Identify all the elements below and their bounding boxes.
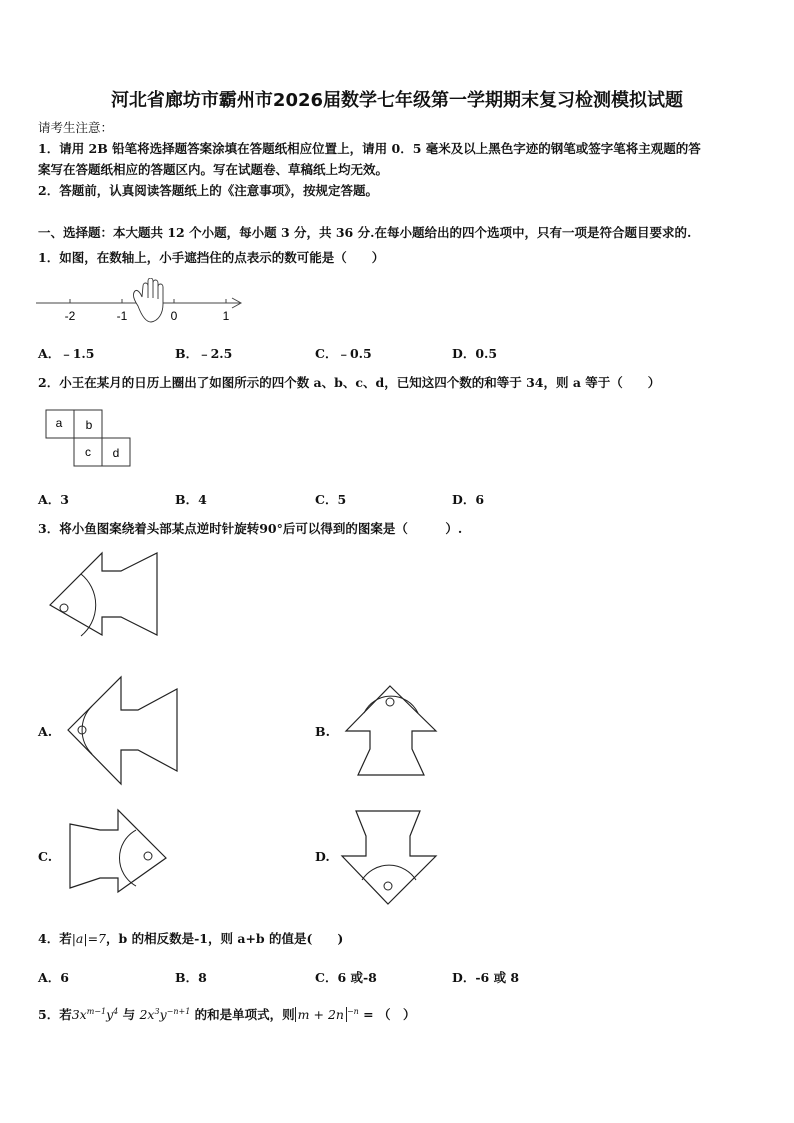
- cell-label: d: [112, 446, 120, 460]
- tick-label: 1: [222, 309, 230, 323]
- q5-term-1: [72, 1007, 119, 1022]
- cell-label: a: [55, 416, 63, 430]
- fish-option-a-figure: [64, 674, 184, 788]
- hand-icon: [134, 278, 163, 322]
- fish-eye-icon: [386, 698, 394, 706]
- exam-title: 河北省廊坊市霸州市2026届数学七年级第一学期期末复习检测模拟试题: [110, 90, 684, 111]
- q3-option-a-label: A.: [38, 724, 53, 739]
- notice-heading: 请考生注意：: [38, 120, 114, 135]
- q3-option-d-label: D.: [315, 849, 330, 864]
- q3-option-b-label: B.: [315, 724, 330, 739]
- q5-term-1-x-exponent: m−1: [86, 1007, 107, 1016]
- fish-option-c-figure: [66, 808, 170, 894]
- q5-absolute-value: m + 2n: [295, 1007, 347, 1022]
- q1-option-b: B．﹣2.5: [175, 346, 233, 361]
- q3-option-c-label: C.: [38, 849, 53, 864]
- q4-option-b: B．8: [175, 970, 207, 985]
- cell-label: b: [85, 418, 93, 432]
- q5-connector: 与: [118, 1007, 140, 1023]
- q1-option-a: A．﹣1.5: [38, 346, 95, 361]
- question-4-stem: [38, 931, 343, 947]
- fish-original-figure: [45, 550, 165, 638]
- fish-option-b-figure: [344, 683, 440, 779]
- q4-absolute-value-expression: |a|=7: [71, 931, 107, 946]
- notice-item-1-line-1: 1．请用 2B 铅笔将选择题答案涂填在答题纸相应位置上，请用 0．5 毫米及以上黑色字迹的钢笔或签字笔将主观题的答: [38, 141, 701, 156]
- q5-prefix: 5．若: [38, 1007, 72, 1023]
- tick-label: -1: [116, 309, 128, 323]
- q5-absolute-exponent: −n: [346, 1007, 359, 1016]
- question-3-stem: 3．将小鱼图案绕着头部某点逆时针旋转90°后可以得到的图案是（ ）.: [38, 521, 463, 536]
- q2-option-d: D．6: [452, 492, 485, 507]
- tick-label: -2: [64, 309, 76, 323]
- q5-term-1-coefficient: 3x: [71, 1007, 87, 1023]
- notice-item-2: 2．答题前，认真阅读答题纸上的《注意事项》，按规定答题。: [38, 183, 378, 198]
- q5-middle-text: 的和是单项式，则: [190, 1007, 295, 1023]
- question-1-stem: 1．如图，在数轴上，小手遮挡住的点表示的数可能是（ ）: [38, 250, 385, 265]
- section-heading: 一、选择题：本大题共 12 个小题，每小题 3 分，共 36 分.在每小题给出的四个选项中，只有一项是符合题目要求的.: [38, 225, 692, 240]
- q2-option-b: B．4: [175, 492, 207, 507]
- q2-option-a: A．3: [38, 492, 69, 507]
- tick-label: 0: [170, 309, 178, 323]
- question-5-stem: [38, 1004, 416, 1023]
- question-2-stem: 2．小王在某月的日历上圈出了如图所示的四个数 a、b、c、d，已知这四个数的和等于 34，则 a 等于（ ）: [38, 375, 661, 390]
- q4-option-a: A．6: [38, 970, 69, 985]
- q4-stem-prefix: 4．若: [38, 931, 72, 946]
- q5-term-2: [139, 1007, 190, 1022]
- q1-option-d: D．0.5: [452, 346, 498, 361]
- fish-eye-icon: [60, 604, 68, 612]
- q5-term-2-y: y: [159, 1007, 167, 1023]
- q5-term-2-y-exponent: −n+1: [166, 1007, 191, 1016]
- q1-option-c: C．﹣0.5: [315, 346, 372, 361]
- q5-term-2-coefficient: 2x: [139, 1007, 155, 1023]
- fish-eye-icon: [384, 882, 392, 890]
- q4-option-c: C．6 或-8: [315, 970, 377, 985]
- calendar-grid-figure: [44, 408, 134, 470]
- q5-term-2-x-exponent: 3: [154, 1007, 160, 1016]
- q4-option-d: D．-6 或 8: [452, 970, 520, 985]
- number-line-figure: [34, 278, 249, 328]
- q2-option-c: C．5: [315, 492, 347, 507]
- fish-option-d-figure: [340, 808, 440, 908]
- q5-term-1-y: y: [106, 1007, 114, 1023]
- fish-eye-icon: [144, 852, 152, 860]
- q4-stem-suffix: ，b 的相反数是-1，则 a+b 的值是( ): [106, 931, 344, 946]
- cell-label: c: [85, 445, 91, 459]
- notice-item-1-line-2: 案写在答题纸相应的答题区内。写在试题卷、草稿纸上均无效。: [38, 162, 389, 177]
- q5-term-1-y-exponent: 4: [113, 1007, 119, 1016]
- q5-end: = （ ）: [358, 1007, 416, 1023]
